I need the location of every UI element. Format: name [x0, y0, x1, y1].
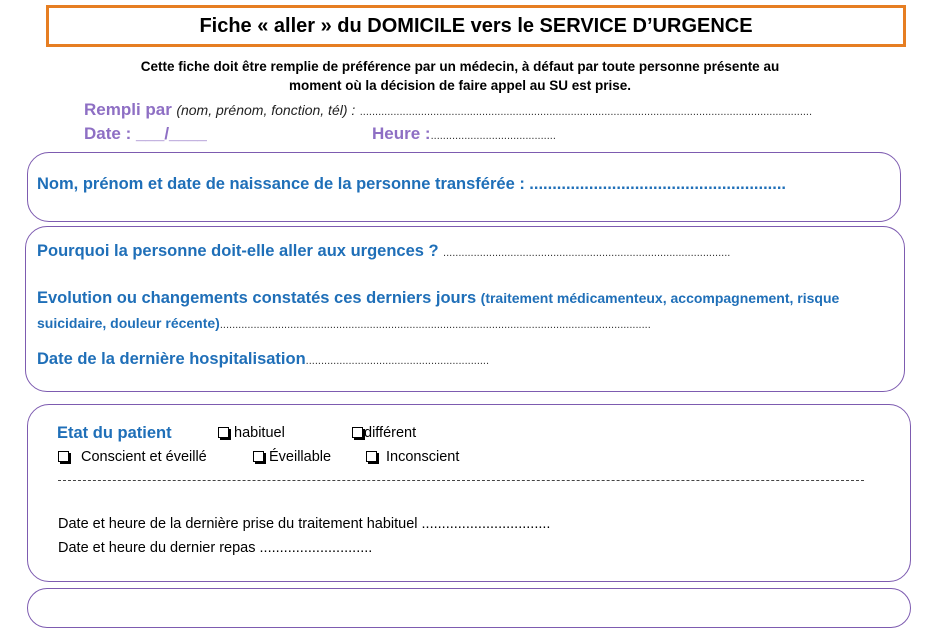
separator — [58, 480, 864, 481]
habituel-option[interactable] — [218, 425, 285, 441]
rempli-par-hint: (nom, prénom, fonction, tél) : — [176, 102, 356, 118]
different-label: différent — [364, 425, 417, 441]
rempli-par-label: Rempli par — [84, 100, 172, 119]
identity-field[interactable]: ........................................................ — [529, 175, 786, 193]
hospitalisation-row — [37, 350, 489, 369]
inconscient-label: Inconscient — [386, 449, 460, 465]
conscient-label: Conscient et éveillé — [81, 449, 207, 465]
conscient-checkbox[interactable] — [58, 451, 69, 462]
inconscient-checkbox[interactable] — [366, 451, 377, 462]
evolution-field[interactable]: ............................................................................................................................................. — [219, 319, 651, 331]
different-checkbox[interactable] — [352, 427, 363, 438]
form-title: Fiche « aller » du DOMICILE vers le SERVICE D’URGENCE — [46, 5, 906, 47]
habituel-label: habituel — [234, 425, 285, 441]
hospitalisation-field[interactable]: ............................................................ — [305, 355, 490, 367]
etat-label: Etat du patient — [57, 424, 172, 442]
date-row — [84, 124, 207, 144]
different-option[interactable] — [352, 425, 416, 441]
inconscient-option[interactable] — [366, 449, 459, 465]
rempli-par-field[interactable]: .................................................................................................................................................... — [359, 106, 813, 118]
evolution-row — [37, 289, 839, 308]
heure-label: Heure : — [372, 124, 431, 143]
evolution-detail-b: suicidaire, douleur récente) — [37, 315, 220, 331]
reason-field[interactable]: .............................................................................................. — [443, 247, 731, 259]
evolution-label: Evolution ou changements constatés ces derniers jours — [37, 289, 477, 307]
evolution-row-2 — [37, 315, 651, 333]
identity-row — [37, 175, 786, 194]
evolution-detail-a: (traitement médicamenteux, accompagnement, risque — [480, 290, 840, 306]
heure-field[interactable]: ......................................... — [430, 130, 556, 142]
heure-row — [372, 124, 556, 144]
eveillable-label: Éveillable — [269, 449, 332, 465]
intro-text — [60, 57, 860, 95]
conscient-option[interactable] — [58, 449, 207, 465]
hospitalisation-label: Date de la dernière hospitalisation — [37, 350, 306, 368]
identity-label: Nom, prénom et date de naissance de la personne transférée : — [37, 175, 525, 193]
next-section-box — [27, 588, 911, 628]
habituel-checkbox[interactable] — [218, 427, 229, 438]
reason-row — [37, 242, 730, 261]
eveillable-option[interactable] — [253, 449, 331, 465]
eveillable-checkbox[interactable] — [253, 451, 264, 462]
intro-line-1: Cette fiche doit être remplie de préférence par un médecin, à défaut par toute personne présente au — [140, 59, 780, 74]
date-field[interactable]: Date : ___/____ — [84, 124, 207, 143]
traitement-field[interactable]: Date et heure de la dernière prise du traitement habituel ................................ — [58, 516, 551, 532]
rempli-par-row — [84, 100, 812, 120]
intro-line-2: moment où la décision de faire appel au SU est prise. — [288, 78, 632, 93]
reason-label: Pourquoi la personne doit-elle aller aux urgences ? — [37, 242, 439, 260]
repas-field[interactable]: Date et heure du dernier repas ............................ — [58, 540, 373, 556]
